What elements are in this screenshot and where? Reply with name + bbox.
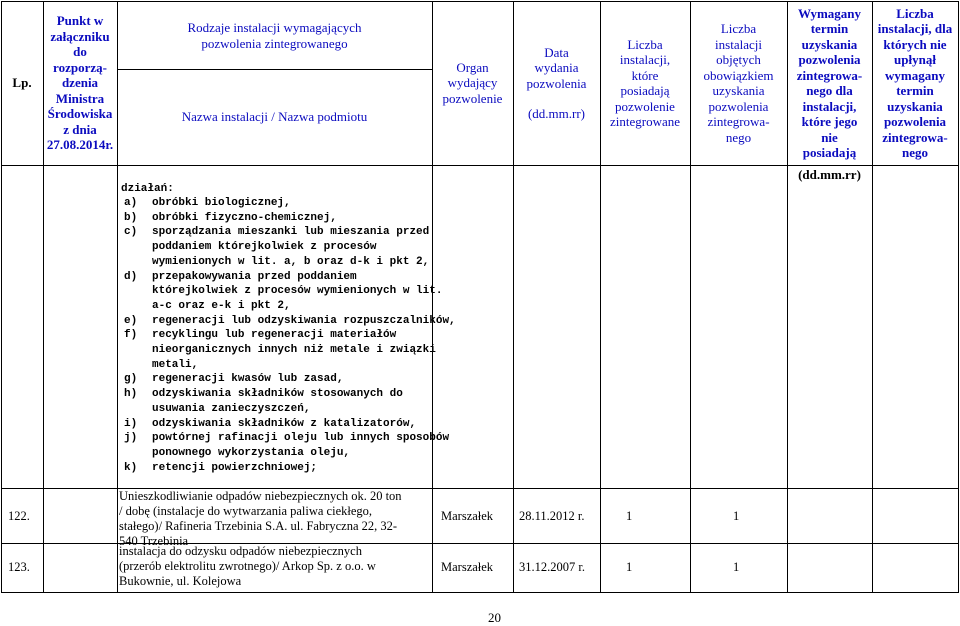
dzialan-item-line bbox=[124, 387, 403, 401]
dzialan-item-text: ponownego wykorzystania oleju, bbox=[152, 446, 351, 459]
dzialan-item-line bbox=[124, 240, 376, 254]
row-123-objetych: 1 bbox=[733, 560, 740, 574]
dzialan-item-line bbox=[124, 461, 317, 475]
dzialan-item-text: a-c oraz e-k i pkt 2, bbox=[152, 299, 291, 312]
header-line: które jego bbox=[801, 114, 858, 129]
dzialan-item-text: regeneracji lub odzyskiwania rozpuszczalników, bbox=[152, 314, 456, 327]
row-123-organ: Marszałek bbox=[441, 560, 494, 574]
nazwa-line: / dobę (instalacje do wytwarzania paliwa ciekłego, bbox=[119, 504, 373, 518]
dzialan-item-text: recyklingu lub regeneracji materiałów bbox=[152, 329, 397, 342]
header-line: (dd.mm.rr) bbox=[527, 106, 586, 121]
header-wymagany bbox=[787, 1, 872, 165]
header-line: uzyskania bbox=[712, 83, 765, 98]
row-122-data: 28.11.2012 r. bbox=[519, 509, 585, 523]
header-line: Punkt w bbox=[56, 13, 104, 29]
dzialan-item-line bbox=[124, 328, 396, 342]
header-line: z dnia bbox=[63, 121, 97, 137]
header-wymagany-format bbox=[787, 166, 872, 184]
nazwa-line: instalacja do odzysku odpadów niebezpiecznych bbox=[119, 544, 362, 558]
row-122-posiadaja: 1 bbox=[626, 509, 633, 523]
dzialan-item-text: poddaniem którejkolwiek z procesów bbox=[152, 241, 377, 254]
dzialan-item-letter: f) bbox=[124, 329, 138, 342]
dzialan-item-letter: h) bbox=[124, 388, 138, 401]
dzialan-item-text: retencji powierzchniowej; bbox=[152, 461, 318, 474]
header-line: uzyskania bbox=[887, 98, 943, 114]
header-line: których nie bbox=[883, 36, 947, 52]
dzialan-item-line bbox=[124, 211, 337, 225]
header-line: Wymagany bbox=[797, 5, 862, 21]
dzialan-item-text: obróbki fizyczno-chemicznej, bbox=[152, 211, 337, 224]
header-line: Liczba bbox=[627, 36, 663, 52]
header-line: Rodzaje instalacji wymagających bbox=[187, 20, 362, 35]
dzialan-item-text: powtórnej rafinacji oleju lub innych sposobów bbox=[152, 432, 450, 445]
page-number: 20 bbox=[488, 610, 501, 625]
header-line: nie bbox=[821, 129, 838, 145]
header-line: Organ bbox=[456, 59, 489, 75]
header-line: pozwolenia bbox=[798, 52, 861, 67]
dzialan-item-letter: i) bbox=[124, 417, 138, 430]
row-123-data: 31.12.2007 r. bbox=[519, 560, 585, 574]
header-line: pozwolenia bbox=[883, 114, 947, 129]
dzialan-item-letter: e) bbox=[124, 314, 138, 327]
dzialan-item-line bbox=[124, 431, 449, 445]
dzialan-item-text: odzyskiwania składników z katalizatorów, bbox=[152, 417, 417, 430]
header-line: zintegrowane bbox=[609, 114, 681, 129]
dzialan-item-text: nieorganicznych innych niż metale i związki bbox=[152, 344, 436, 356]
header-line: instalacji, dla bbox=[877, 21, 953, 36]
header-line: posiadają bbox=[620, 83, 670, 98]
header-line: termin bbox=[810, 21, 849, 36]
row-123-lp: 123. bbox=[8, 560, 30, 574]
header-line: 27.08.2014r. bbox=[46, 137, 114, 153]
row-123-posiadaja: 1 bbox=[626, 560, 633, 574]
header-line: upłynął bbox=[894, 52, 936, 67]
header-line: instalacji, bbox=[802, 98, 857, 114]
dzialan-item-letter: c) bbox=[124, 226, 138, 239]
col-border-right bbox=[958, 1, 959, 593]
dzialan-item-line bbox=[124, 402, 310, 416]
dzialan-item-line bbox=[124, 255, 429, 269]
dzialan-item-line bbox=[124, 196, 291, 210]
header-line: (dd.mm.rr) bbox=[798, 167, 861, 183]
header-liczba-uplynal bbox=[872, 1, 958, 165]
header-line: zintegrowa- bbox=[707, 114, 770, 129]
header-line: Liczba bbox=[720, 21, 757, 36]
dzialan-item-letter: d) bbox=[124, 270, 138, 283]
dzialan-item-letter: g) bbox=[124, 373, 138, 386]
row-122-nazwa bbox=[119, 489, 431, 549]
header-lp-label: Lp. bbox=[12, 75, 32, 91]
dzialan-item-text: obróbki biologicznej, bbox=[152, 197, 291, 209]
header-line: zintegrowa- bbox=[796, 67, 863, 83]
header-line: rozporzą- bbox=[53, 59, 107, 75]
dzialan-item-line bbox=[124, 372, 343, 386]
header-line: nego dla bbox=[806, 83, 853, 98]
dzialan-item-text: przepakowywania przed poddaniem bbox=[152, 270, 357, 283]
dzialan-item-letter: k) bbox=[124, 461, 138, 474]
header-organ bbox=[432, 1, 513, 165]
header-line: które bbox=[631, 67, 659, 83]
header-line: Data bbox=[544, 44, 569, 60]
header-line: nego bbox=[725, 129, 752, 145]
dzialan-item-line bbox=[124, 417, 416, 431]
header-line: Liczba bbox=[896, 5, 934, 21]
row-122-objetych: 1 bbox=[733, 509, 740, 523]
header-punkt bbox=[43, 1, 117, 165]
header-lp bbox=[1, 1, 43, 165]
row-122-organ: Marszałek bbox=[441, 509, 494, 523]
dzialan-item-text: metali, bbox=[152, 358, 199, 371]
dzialan-item-line bbox=[124, 225, 429, 239]
header-line: pozwolenie bbox=[442, 90, 503, 106]
header-line: wydający bbox=[447, 75, 498, 91]
dzialan-item-text: regeneracji kwasów lub zasad, bbox=[152, 373, 344, 386]
dzialan-item-text: odzyskiwania składników stosowanych do bbox=[152, 388, 403, 401]
header-line: zintegrowa- bbox=[882, 129, 948, 145]
dzialan-item-line bbox=[124, 358, 198, 372]
header-nazwa bbox=[117, 69, 432, 165]
header-line: uzyskania bbox=[801, 36, 858, 52]
table-border-bottom bbox=[1, 592, 959, 593]
header-line: pozwolenia zintegrowanego bbox=[201, 35, 348, 51]
header-liczba-objetych bbox=[690, 1, 787, 165]
header-data bbox=[513, 1, 600, 165]
header-line: dzenia bbox=[61, 75, 99, 91]
header-line: posiadają bbox=[802, 145, 857, 160]
header-line: Nazwa instalacji / Nazwa podmiotu bbox=[181, 109, 368, 125]
nazwa-line: Bukownie, ul. Kolejowa bbox=[119, 574, 242, 588]
dzialan-item-text: usuwania zanieczyszczeń, bbox=[152, 402, 311, 415]
dzialan-item-line bbox=[124, 270, 357, 284]
nazwa-line: (przerób elektrolitu zwrotnego)/ Arkop Sp. z o.o. w bbox=[119, 559, 376, 573]
row-122-lp: 122. bbox=[8, 509, 30, 523]
header-line: obowiązkiem bbox=[703, 67, 774, 83]
header-line: wydania bbox=[534, 60, 579, 75]
dzialan-item-line bbox=[124, 284, 442, 298]
nazwa-line: 540 Trzebinia bbox=[119, 534, 189, 548]
nazwa-line: Unieszkodliwianie odpadów niebezpiecznych ok. 20 ton bbox=[119, 489, 402, 503]
header-line: instalacji bbox=[715, 36, 762, 52]
header-line: wymagany bbox=[885, 67, 945, 83]
dzialan-item-line bbox=[124, 299, 291, 313]
dzialan-title: działań: bbox=[121, 183, 174, 195]
header-line: nego bbox=[902, 145, 928, 160]
dzialan-item-line bbox=[124, 314, 456, 328]
header-line: instalacji, bbox=[619, 52, 671, 67]
header-liczba-posiadaja bbox=[600, 1, 690, 165]
header-line: do bbox=[73, 44, 87, 60]
header-line: załączniku bbox=[50, 28, 110, 44]
header-rodzaje bbox=[117, 1, 432, 69]
dzialan-item-text: wymienionych w lit. a, b oraz d-k i pkt 2, bbox=[152, 255, 430, 268]
header-line: termin bbox=[896, 83, 934, 98]
header-line: Środowiska bbox=[47, 106, 113, 122]
header-line: Ministra bbox=[55, 90, 105, 106]
dzialan-item-letter: j) bbox=[124, 432, 138, 445]
dzialan-item-text: sporządzania mieszanki lub mieszania przed bbox=[152, 226, 430, 239]
dzialan-item-letter: b) bbox=[124, 211, 138, 224]
dzialan-item-text: którejkolwiek z procesów wymienionych w lit. bbox=[152, 285, 443, 298]
nazwa-line: stałego)/ Rafineria Trzebinia S.A. ul. Fabryczna 22, 32- bbox=[119, 519, 398, 533]
header-line: pozwolenia bbox=[526, 75, 587, 91]
header-line: pozwolenie bbox=[615, 98, 675, 114]
row-123-nazwa bbox=[119, 544, 431, 589]
header-line: pozwolenia bbox=[708, 98, 769, 114]
dzialan-item-line bbox=[124, 343, 436, 357]
dzialan-item-line bbox=[124, 446, 350, 460]
header-line: objętych bbox=[716, 52, 761, 67]
dzialan-item-letter: a) bbox=[124, 197, 138, 209]
